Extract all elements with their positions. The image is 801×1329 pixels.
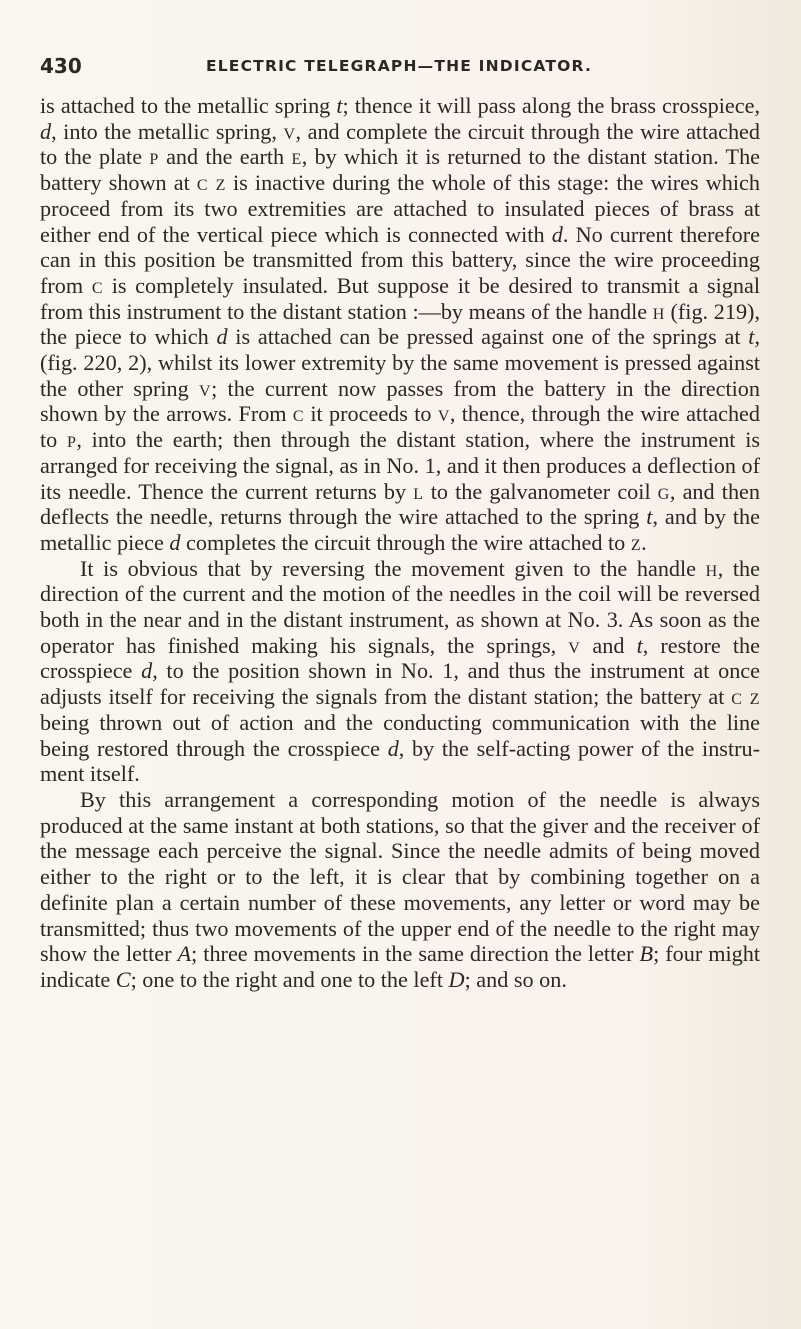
smallcaps-ref: g — [657, 478, 670, 504]
italic-ref: d — [216, 324, 228, 350]
text-run: ; one to the right and one to the left — [130, 966, 449, 992]
text-run: , into the earth; then through the distant station, where the instrument is arranged for receiving the signal, as in No. 1, and it then produces a deflection of its needle. Thence the current returns by — [40, 427, 760, 504]
text-run: It is obvious that by reversing the movement given to the handle — [80, 555, 706, 581]
text-run: , and complete the circuit through the wire attached to the plate — [40, 118, 760, 170]
text-run: ; thence it will pass along the brass crosspiece, — [342, 93, 760, 118]
text-run: is inactive during the whole of this stage: the wires which proceed from its two extremities are attached to insulated pieces of brass at either end of the vertical piece which is connected with — [40, 170, 760, 247]
body-text — [40, 93, 760, 993]
paragraph-1 — [40, 93, 760, 556]
smallcaps-ref: v — [568, 632, 581, 658]
text-run: and — [580, 632, 637, 658]
text-run: to the galvanometer coil — [423, 478, 658, 504]
text-run: , and then deflects the needle, returns through the wire attached to the spring — [40, 478, 760, 530]
text-run: , restore the crosspiece — [40, 632, 760, 684]
text-run: ; the current now passes from the battery in the direction shown by the arrows. From — [40, 375, 760, 427]
italic-ref: C — [115, 966, 131, 992]
smallcaps-ref: h — [652, 298, 665, 324]
page-number: 430 — [40, 54, 82, 78]
text-run: being thrown out of action and the conducting communication with the line being restored through the crosspiece — [40, 709, 760, 761]
italic-ref: A — [177, 941, 192, 967]
text-run: , and by the metallic piece — [40, 504, 760, 555]
paragraph-2 — [40, 556, 760, 787]
text-run: . No current therefore can in this position be transmitted from this battery, since the wire proceeding from — [40, 221, 760, 298]
italic-ref: t — [636, 632, 643, 658]
smallcaps-ref: z — [630, 529, 642, 555]
text-run: ; and so on. — [464, 966, 567, 992]
text-run: , into the metallic spring, — [51, 118, 284, 144]
text-run: (fig. 219), the piece to which — [40, 298, 760, 350]
smallcaps-ref: p — [66, 427, 77, 453]
italic-ref: d — [40, 118, 52, 144]
text-run: is completely insulated. But suppose it be desired to transmit a signal from this instrument to the distant station :—by means of the handle — [40, 272, 760, 324]
text-run: , thence, through the wire attached to — [40, 401, 760, 453]
paragraph-3 — [40, 787, 760, 993]
smallcaps-ref: c — [91, 272, 103, 298]
text-run: , to the position shown in No. 1, and thus the instrument at once adjusts itself for receiving the signals from the distant station; the battery at — [40, 658, 760, 710]
text-run: , the direction of the current and the motion of the needles in the coil will be reversed both in the near and in the distant instrument, as shown at No. 3. As soon as the operator has finished making his signals, the springs, — [40, 555, 760, 658]
smallcaps-ref: p — [149, 144, 159, 170]
smallcaps-ref: e — [291, 144, 302, 170]
italic-ref: D — [448, 966, 465, 992]
italic-ref: d — [169, 529, 181, 555]
text-run: is attached can be pressed against one of the springs at — [227, 324, 749, 350]
text-run: it proceeds to — [304, 401, 438, 427]
italic-ref: d — [141, 658, 153, 684]
text-run: completes the circuit through the wire attached to — [180, 529, 631, 555]
smallcaps-ref: v — [283, 118, 296, 144]
page-header — [40, 54, 758, 84]
italic-ref: t — [336, 93, 343, 118]
smallcaps-ref: h — [705, 555, 718, 581]
text-run: is attached to the metallic spring — [40, 93, 337, 118]
text-run: , by which it is returned to the distant station. The battery shown at — [40, 144, 761, 196]
text-run: , by the self-acting power of the instrument itself. — [40, 735, 760, 787]
text-run: ; three movements in the same direction the letter — [191, 941, 640, 967]
smallcaps-ref: l — [413, 478, 424, 504]
smallcaps-ref: v — [199, 375, 212, 401]
text-run: . — [641, 529, 647, 555]
running-head: ELECTRIC TELEGRAPH—THE INDICATOR. — [205, 57, 593, 75]
italic-ref: d — [387, 735, 399, 761]
text-run: ; four might indicate — [40, 941, 761, 992]
italic-ref: d — [551, 221, 563, 247]
italic-ref: t — [646, 504, 653, 530]
smallcaps-ref: c z — [196, 170, 226, 196]
text-run: , (fig. 220, 2), whilst its lower extremity by the same movement is pressed against the other spring — [40, 324, 760, 401]
italic-ref: B — [639, 941, 654, 967]
smallcaps-ref: c — [292, 401, 305, 427]
smallcaps-ref: c z — [731, 684, 760, 710]
italic-ref: t — [748, 324, 755, 350]
smallcaps-ref: v — [437, 401, 450, 427]
text-run: and the earth — [158, 144, 292, 170]
text-run: By this arrangement a corresponding motion of the needle is always produced at the same instant at both stations, so that the giver and the receiver of the message each perceive the signal. Since the needle admits of being moved either to the right or to the left, it is clear that by combining together on a definite plan a certain number of these movements, any letter or word may be transmitted; thus two movements of the upper end of the needle to the right may show the letter — [40, 786, 760, 967]
